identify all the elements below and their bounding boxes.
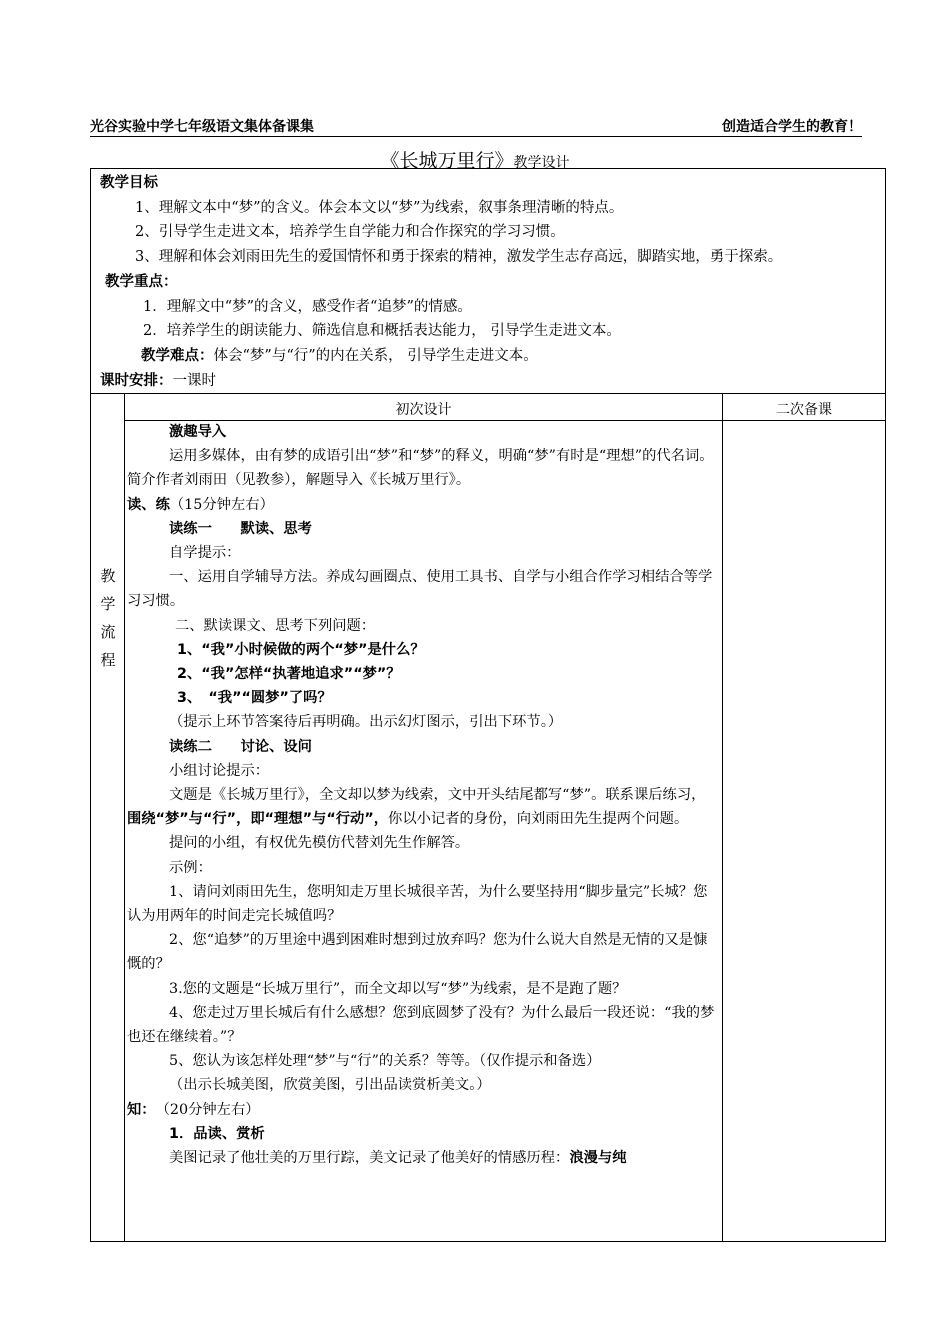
question-2: 2、“我”怎样“执著地追求”“梦”？: [177, 666, 401, 683]
title-suffix: 教学设计: [513, 155, 570, 171]
read-heading: 读、练: [127, 496, 170, 513]
objectives-heading: 教学目标: [100, 175, 158, 191]
read-practice-1-heading: 读练一 默读、思考: [169, 520, 312, 537]
discussion-text-bold: 围绕“梦”与“行”，即“理想”与“行动”，: [127, 811, 389, 828]
objective-item: 1、理解文本中“梦”的含义。体会本文以“梦”为线索，叙事条理清晰的特点。: [135, 200, 624, 216]
example-2: 2、您“追梦”的万里途中遇到困难时想到过放弃吗？您为什么说大自然是无情的又是慷慨的？: [127, 932, 708, 973]
difficulty-line: [141, 346, 538, 366]
example-1: 1、请问刘雨田先生，您明知走万里长城很辛苦，为什么要坚持用“脚步量完”长城？您认为用两年的时间走完长城值吗？: [127, 883, 708, 925]
difficulty-label: 教学难点：: [141, 348, 214, 364]
example-4: 4、您走过万里长城后有什么感想？您到底圆梦了没有？为什么最后一段还说：“我的梦也还在继续着。”？: [127, 1004, 715, 1046]
read-time: （15分钟左右）: [169, 496, 274, 513]
header-slogan: 创造适合学生的教育！: [722, 119, 862, 135]
discussion-paragraph: [127, 783, 717, 831]
last-text: 美图记录了他壮美的万里行踪，美文记录了他美好的情感历程：: [169, 1150, 570, 1167]
intro-heading: 激趣导入: [169, 424, 227, 440]
key-point-item: 2．培养学生的朗读能力、筛选信息和概括表达能力， 引导学生走进文本。: [143, 323, 621, 339]
side-char: 流: [100, 623, 116, 641]
schedule-label: 课时安排：: [100, 373, 173, 389]
schedule-line: [100, 371, 216, 391]
hint-1: 一、运用自学辅导方法。养成勾画圈点、使用工具书、自学与小组合作学习相结合等学习习惯。: [127, 569, 713, 610]
objectives-section: [90, 168, 886, 394]
schedule-text: 一课时: [172, 373, 216, 389]
objective-item: 2、引导学生走进文本，培养学生自学能力和合作探究的学习习惯。: [135, 224, 565, 240]
know-heading: 知：: [127, 1101, 149, 1118]
group-discussion-hint: 小组讨论提示：: [169, 762, 270, 779]
teaching-flow-table: [90, 393, 886, 1242]
question-1: 1、“我”小时候做的两个“梦”是什么？: [177, 641, 425, 658]
col-header-second-prep: 二次备课: [776, 402, 832, 418]
example-5: 5、您认为该怎样处理“梦”与“行”的关系？等等。（仅作提示和备选）: [169, 1053, 601, 1070]
read-practice-2-heading: 读练二 讨论、设问: [169, 738, 312, 755]
discussion-text-a: 文题是《长城万里行》，全文却以梦为线索，文中开头结尾都写“梦”。联系课后练习，: [169, 787, 706, 804]
col-header-first-design: 初次设计: [395, 402, 452, 418]
table-divider: [124, 394, 125, 1241]
ask-group-note: 提问的小组，有权优先模仿代替刘先生作解答。: [169, 835, 470, 852]
table-divider: [722, 394, 723, 1241]
last-text-bold: 浪漫与纯: [569, 1150, 627, 1167]
hint-2: 二、默读课文、思考下列问题：: [175, 617, 376, 634]
header-school-title: 光谷实验中学七年级语文集体备课集: [90, 119, 314, 135]
example-label: 示例：: [169, 859, 212, 876]
question-3: 3、 “我”“圆梦”了吗？: [177, 690, 332, 707]
last-line: [127, 1146, 717, 1170]
key-points-heading: 教学重点：: [105, 274, 178, 290]
side-label-teaching-flow: [91, 562, 125, 674]
know-time: （20分钟左右）: [162, 1101, 260, 1118]
difficulty-text: 体会“梦”与“行”的内在关系， 引导学生走进文本。: [213, 348, 538, 364]
side-char: 程: [100, 651, 116, 669]
discussion-text-c: 你以小记者的身份，向刘雨田先生提两个问题。: [388, 811, 689, 828]
side-char: 学: [100, 595, 116, 613]
first-design-content: [127, 420, 717, 1170]
note-1: （提示上环节答案待后再明确。出示幻灯图示，引出下环节。）: [169, 714, 563, 731]
objective-item: 3、理解和体会刘雨田先生的爱国情怀和勇于探索的精神，激发学生志存高远，脚踏实地，勇于探索。: [135, 249, 783, 265]
side-char: 教: [100, 567, 116, 585]
read-line: [127, 493, 717, 517]
note-2: （出示长城美图，欣赏美图，引出品读赏析美文。）: [169, 1077, 491, 1094]
example-3: 3.您的文题是“长城万里行”，而全文却以写“梦”为线索，是不是跑了题？: [169, 980, 627, 997]
know-line: [127, 1098, 717, 1122]
appreciate-heading: 1．品读、赏析: [169, 1125, 265, 1142]
title-main: 《长城万里行》: [380, 150, 514, 172]
self-study-hint: 自学提示：: [169, 545, 241, 562]
page-header: [90, 114, 862, 137]
key-point-item: 1．理解文中“梦”的含义，感受作者“追梦”的情感。: [143, 299, 472, 315]
intro-text: 运用多媒体，由有梦的成语引出“梦”和“梦”的释义，明确“梦”有时是“理想”的代名词。简介作者刘雨田（见教参），解题导入《长城万里行》。: [127, 448, 714, 489]
